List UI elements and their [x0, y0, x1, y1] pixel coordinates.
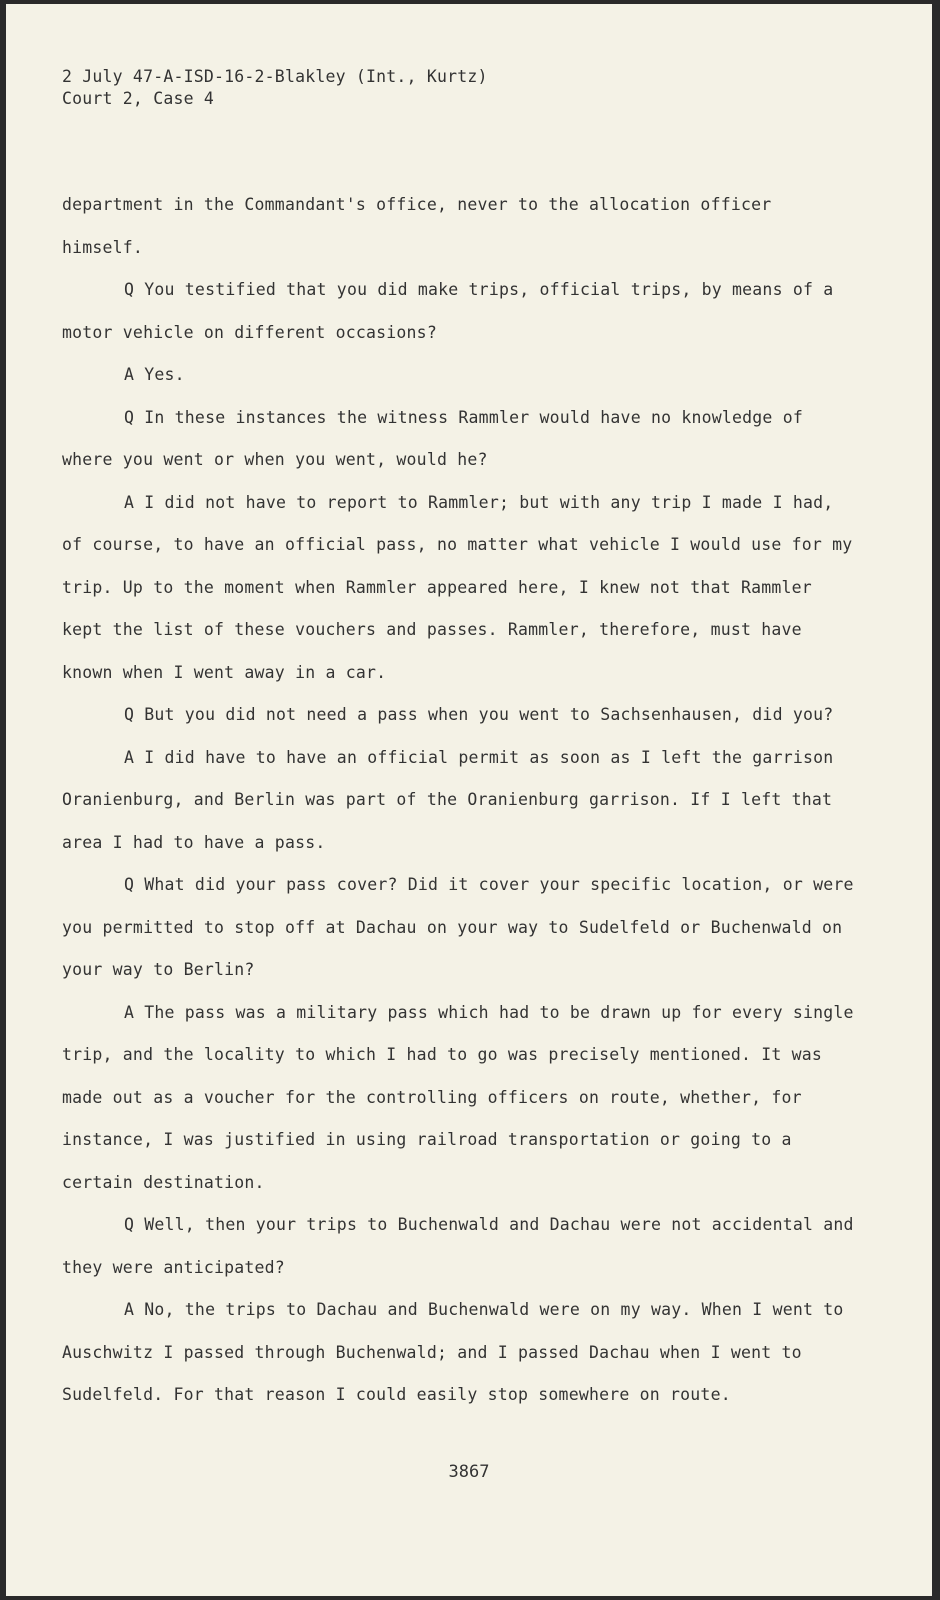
paragraph: A I did not have to report to Rammler; but with any trip I made I had, of course, to have an official pass, no matter what vehicle I would use for my trip. Up to the moment when Rammler appeared here, I knew not that Rammler kept the list of these vouchers and passes. Rammler, therefore, must have known when I went away in a car.: [62, 492, 853, 682]
header-line-1: 2 July 47-A-ISD-16-2-Blakley (Int., Kurtz): [62, 67, 488, 86]
paragraph: Q But you did not need a pass when you went to Sachsenhausen, did you?: [124, 705, 834, 724]
paragraph: A The pass was a military pass which had to be drawn up for every single trip, and the locality to which I had to go was precisely mentioned. It was made out as a voucher for the controlling officers on route, whether, for instance, I was justified in using railroad transportation or going to a certain destination.: [62, 1002, 854, 1192]
transcript-body: [62, 184, 862, 1417]
paragraph: department in the Commandant's office, never to the allocation officer himself.: [62, 195, 772, 257]
paragraph: Q You testified that you did make trips, official trips, by means of a motor vehicle on different occasions?: [62, 280, 834, 342]
page-number: 3867: [448, 1462, 490, 1482]
document-page: [6, 4, 932, 1596]
paragraph: A Yes.: [124, 365, 185, 384]
paragraph: Q What did your pass cover? Did it cover your specific location, or were you permitted to stop off at Dachau on your way to Sudelfeld or Buchenwald on your way to Berlin?: [62, 875, 854, 979]
header-line-2: Court 2, Case 4: [62, 89, 215, 108]
paragraph: Q In these instances the witness Rammler would have no knowledge of where you went or when you went, would he?: [62, 407, 803, 469]
paragraph: A I did have to have an official permit as soon as I left the garrison Oranienburg, and Berlin was part of the Oranienburg garrison. If I left that area I had to have a pass.: [62, 747, 834, 852]
paragraph: Q Well, then your trips to Buchenwald and Dachau were not accidental and they were anticipated?: [62, 1215, 854, 1277]
document-header: [62, 66, 488, 110]
paragraph: A No, the trips to Dachau and Buchenwald were on my way. When I went to Auschwitz I passed through Buchenwald; and I passed Dachau when I went to Sudelfeld. For that reason I could easily stop somewhere on route.: [62, 1300, 844, 1404]
